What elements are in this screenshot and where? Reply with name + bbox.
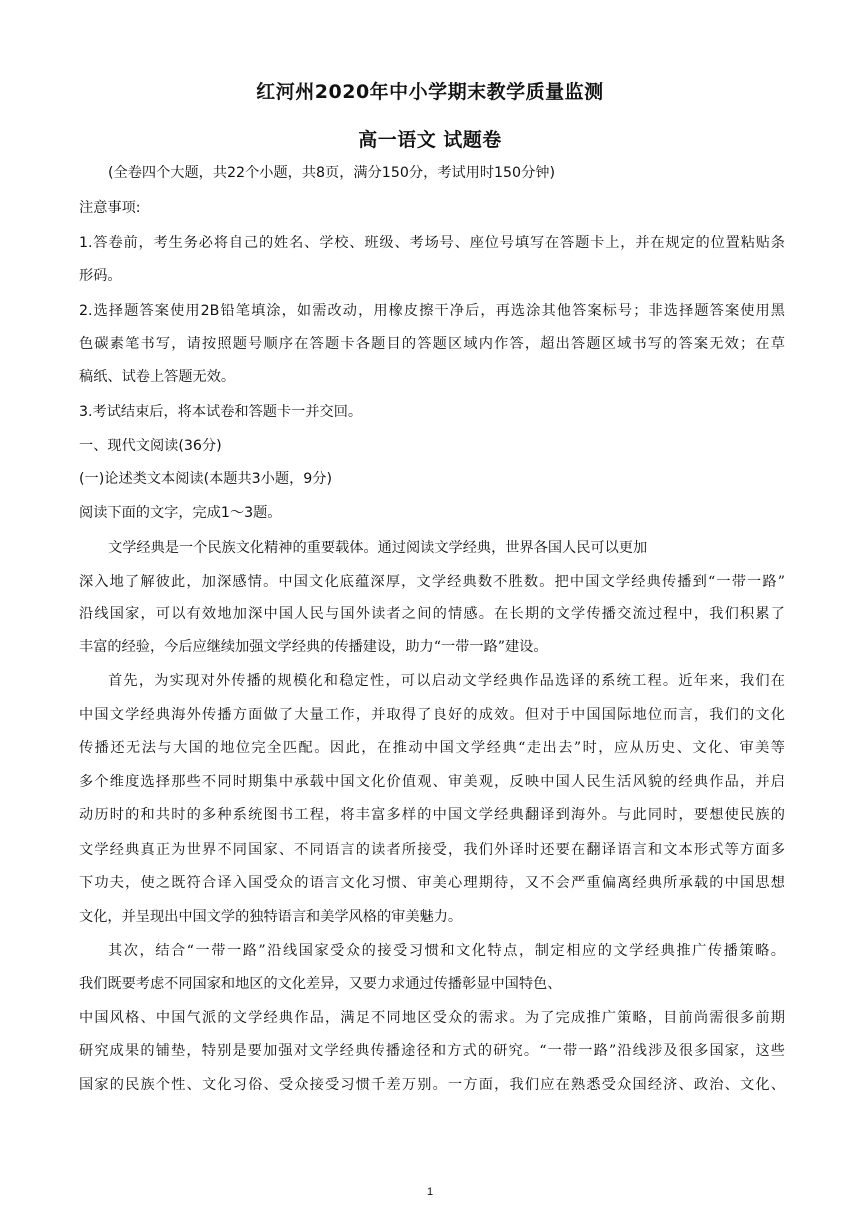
notice-heading: 注意事项: <box>79 200 141 216</box>
passage-p1-line-1: 文学经典是一个民族文化精神的重要载体。通过阅读文学经典，世界各国人民可以更加 <box>108 540 648 556</box>
part-heading: 一、现代文阅读(36分) <box>79 438 222 454</box>
exam-title: 红河州2020年中小学期末教学质量监测 <box>256 81 604 103</box>
passage-p1-line-3: 沿线国家，可以有效地加深中国人民与国外读者之间的情感。在长期的文学传播交流过程中，我们积累了 <box>79 606 785 622</box>
passage-p1-line-4: 丰富的经验，今后应继续加强文学经典的传播建设，助力“一带一路”建设。 <box>79 639 548 655</box>
passage-p3-line-5: 国家的民族个性、文化习俗、受众接受习惯千差万别。一方面，我们应在熟悉受众国经济、政治、文化、 <box>79 1077 785 1093</box>
notice-2-line-1: 2.选择题答案使用2B铅笔填涂，如需改动，用橡皮擦干净后，再选涂其他答案标号；非选择题答案使用黑 <box>79 303 785 319</box>
exam-info: (全卷四个大题，共22个小题，共8页，满分150分，考试用时150分钟) <box>108 165 555 181</box>
reading-instruction: 阅读下面的文字，完成1～3题。 <box>79 505 282 521</box>
passage-p2-line-4: 多个维度选择那些不同时期集中承载中国文化价值观、审美观，反映中国人民生活风貌的经典作品，并启 <box>79 774 785 790</box>
notice-3: 3.考试结束后，将本试卷和答题卡一并交回。 <box>79 404 363 420</box>
sub-heading: (一)论述类文本阅读(本题共3小题，9分) <box>79 471 333 487</box>
notice-2-line-3: 稿纸、试卷上答题无效。 <box>79 369 236 385</box>
notice-1-line-2: 形码。 <box>79 268 122 284</box>
passage-p3-line-2: 我们既要考虑不同国家和地区的文化差异，又要力求通过传播彰显中国特色、 <box>79 976 562 992</box>
exam-subtitle: 高一语文 试题卷 <box>358 129 502 151</box>
passage-p1-line-2: 深入地了解彼此，加深感情。中国文化底蕴深厚，文学经典数不胜数。把中国文学经典传播到“一带一路” <box>79 574 785 590</box>
notice-1-line-1: 1.答卷前，考生务必将自己的姓名、学校、班级、考场号、座位号填写在答题卡上，并在规定的位置粘贴条 <box>79 235 785 251</box>
passage-p3-line-4: 研究成果的铺垫，特别是要加强对文学经典传播途径和方式的研究。“一带一路”沿线涉及很多国家，这些 <box>79 1043 785 1059</box>
page-number: 1 <box>426 1186 434 1198</box>
passage-p2-line-1: 首先，为实现对外传播的规模化和稳定性，可以启动文学经典作品选译的系统工程。近年来，我们在 <box>108 673 785 689</box>
passage-p2-line-5: 动历时的和共时的多种系统图书工程，将丰富多样的中国文学经典翻译到海外。与此同时，要想使民族的 <box>79 807 785 823</box>
passage-p2-line-7: 下功夫，使之既符合译入国受众的语言文化习惯、审美心理期待，又不会严重偏离经典所承载的中国思想 <box>79 875 785 891</box>
passage-p2-line-3: 传播还无法与大国的地位完全匹配。因此，在推动中国文学经典“走出去”时，应从历史、文化、审美等 <box>79 740 785 756</box>
passage-p2-line-2: 中国文学经典海外传播方面做了大量工作，并取得了良好的成效。但对于中国国际地位而言，我们的文化 <box>79 707 785 723</box>
passage-p2-line-6: 文学经典真正为世界不同国家、不同语言的读者所接受，我们外译时还要在翻译语言和文本形式等方面多 <box>79 842 785 858</box>
notice-2-line-2: 色碳素笔书写，请按照题号顺序在答题卡各题目的答题区域内作答，超出答题区域书写的答案无效；在草 <box>79 336 785 352</box>
passage-p2-line-8: 文化，并呈现出中国文学的独特语言和美学风格的审美魅力。 <box>79 909 463 925</box>
passage-p3-line-1: 其次，结合“一带一路”沿线国家受众的接受习惯和文化特点，制定相应的文学经典推广传播策略。 <box>108 943 785 959</box>
passage-p3-line-3: 中国风格、中国气派的文学经典作品，满足不同地区受众的需求。为了完成推广策略，目前尚需很多前期 <box>79 1010 785 1026</box>
